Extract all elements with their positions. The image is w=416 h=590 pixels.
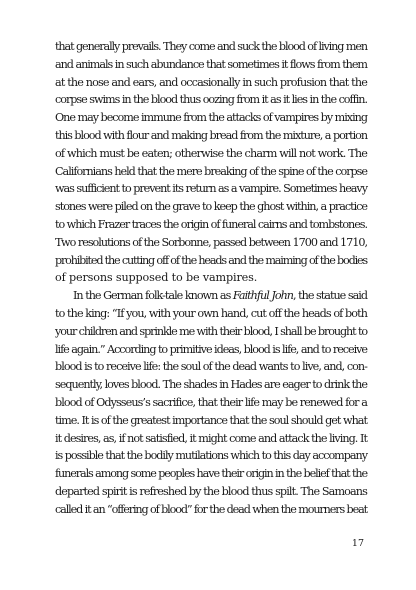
paragraph-1 xyxy=(55,38,367,287)
text-line: your children and sprinkle me with their blood, I shall be brought to xyxy=(55,324,367,338)
text-line: this blood with flour and making bread from the mixture, a portion xyxy=(55,128,367,142)
text-line: departed spirit is refreshed by the blood thus spilt. The Samoans xyxy=(55,484,367,498)
text-run: In the German folk-tale known as xyxy=(73,289,233,303)
text-run: , the statue said xyxy=(293,289,368,303)
text-line: Californians held that the mere breaking of the spine of the corpse xyxy=(55,164,367,178)
text-line: it desires, as, if not satisfied, it might come and attack the living. It xyxy=(55,431,367,445)
text-line: prohibited the cutting off of the heads and the maiming of the bodies xyxy=(55,253,367,267)
text-line: funerals among some peoples have their origin in the belief that the xyxy=(55,467,367,481)
text-line: to which Frazer traces the origin of funeral cairns and tombstones. xyxy=(55,217,367,231)
text-line: and animals in such abundance that sometimes it flows from them xyxy=(55,57,367,71)
body-text xyxy=(55,38,367,519)
page-number: 17 xyxy=(351,538,364,549)
text-line: time. It is of the greatest importance that the soul should get what xyxy=(55,413,367,427)
text-line: stones were piled on the grave to keep the ghost within, a practice xyxy=(55,200,368,214)
text-line: to the king: “If you, with your own hand, cut off the heads of both xyxy=(55,306,367,320)
text-line: blood is to receive life: the soul of the dead wants to live, and, con- xyxy=(55,360,367,374)
text-line: was sufficient to prevent its return as a vampire. Sometimes heavy xyxy=(55,182,367,196)
text-line: called it an “offering of blood” for the dead when the mourners beat xyxy=(55,502,367,516)
text-line: is possible that the bodily mutilations which to this day accompany xyxy=(55,449,367,463)
text-line: of which must be eaten; otherwise the charm will not work. The xyxy=(55,146,367,160)
text-line: Two resolutions of the Sorbonne, passed between 1700 and 1710, xyxy=(55,235,367,249)
paragraph-2 xyxy=(55,287,367,518)
text-line: at the nose and ears, and occasionally in such profusion that the xyxy=(55,75,367,89)
book-title-italic: Faithful John xyxy=(232,289,294,303)
text-line: One may become immune from the attacks of vampires by mixing xyxy=(55,111,367,125)
text-line: sequently, loves blood. The shades in Hades are eager to drink the xyxy=(55,378,367,392)
text-line-first xyxy=(55,287,367,305)
text-line: that generally prevails. They come and suck the blood of living men xyxy=(55,40,367,53)
text-line: blood of Odysseus’s sacrifice, that their life may be renewed for a xyxy=(55,395,367,409)
text-line: life again.” According to primitive ideas, blood is life, and to receive xyxy=(55,342,367,356)
text-line: of persons supposed to be vampires. xyxy=(55,271,258,285)
text-line: corpse swims in the blood thus oozing from it as it lies in the coffin. xyxy=(55,93,367,107)
